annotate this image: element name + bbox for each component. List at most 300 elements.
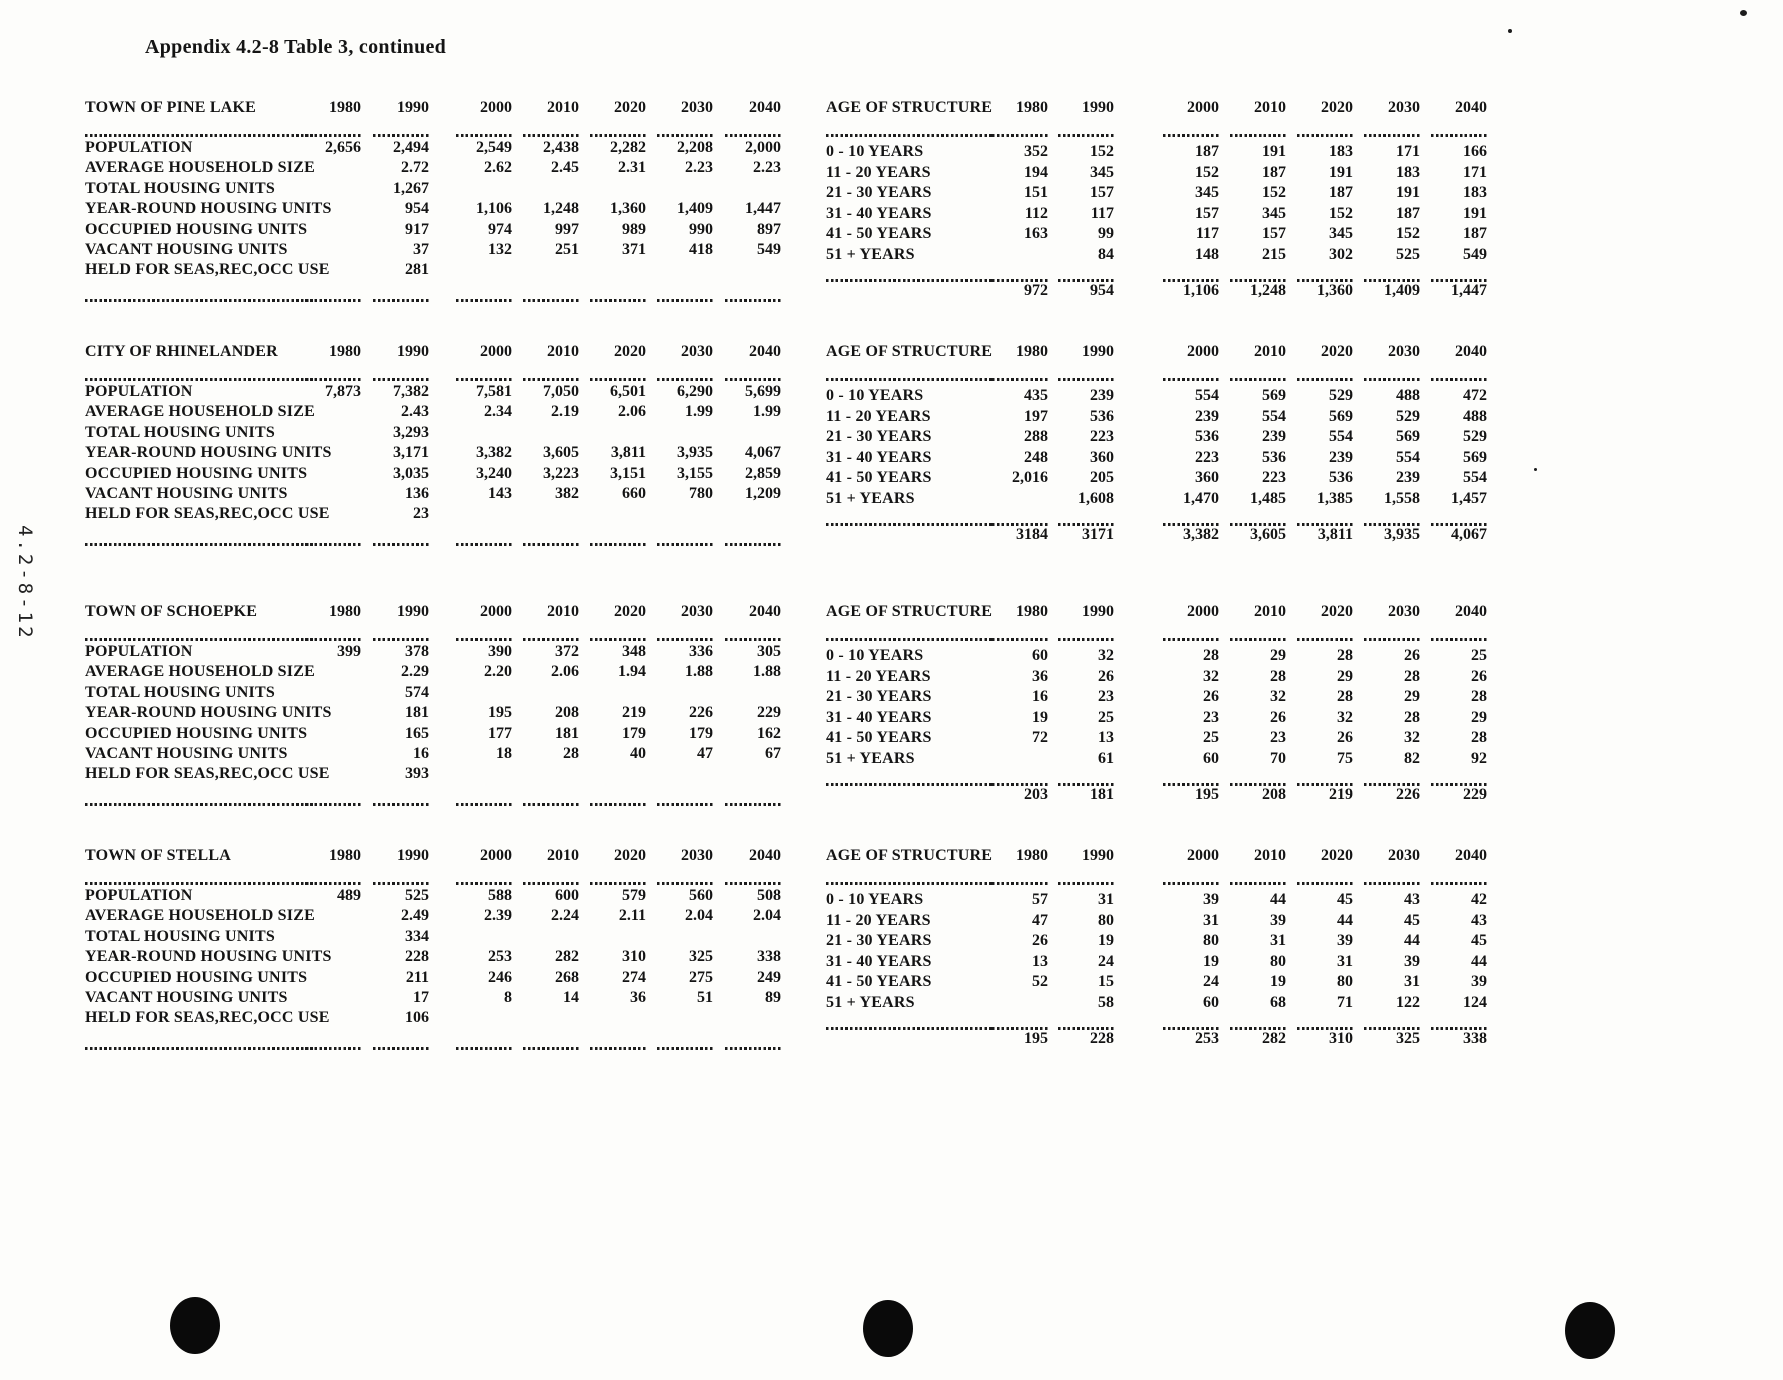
cell-value: 371 [622,241,646,258]
cell-value: 25 [1098,708,1114,726]
town-section [85,603,1487,818]
dashed-rule [373,882,429,885]
cell-value: 80 [1337,973,1353,991]
data-row [85,907,801,928]
cell-value: 26 [1203,688,1219,706]
year-header: 2040 [1455,99,1487,116]
cell-value: 80 [1270,952,1286,970]
cell-value: 181 [405,704,429,722]
row-label: TOTAL HOUSING UNITS [85,179,275,197]
cell-value: 44 [1404,932,1420,950]
dashed-rule [456,378,512,381]
row-label: VACANT HOUSING UNITS [85,745,288,762]
row-label: YEAR-ROUND HOUSING UNITS [85,704,332,722]
dashed-rule [657,638,713,641]
data-row [826,164,1487,185]
cell-value: 99 [1098,225,1114,243]
cell-value: 588 [488,887,512,904]
cell-value: 117 [1195,225,1219,243]
cell-value: 211 [405,968,429,986]
cell-value: 248 [1024,448,1048,466]
cell-value: 345 [1262,204,1286,222]
cell-value: 2.34 [484,403,512,421]
year-header: 2010 [1254,603,1286,620]
cell-value: 2.06 [551,663,579,681]
dashed-rule [657,134,713,137]
cell-value: 37 [413,241,429,258]
header-row [826,847,1487,868]
cell-value: 43 [1471,911,1487,929]
cell-value: 42 [1471,891,1487,908]
cell-value: 3,171 [393,444,429,462]
dashed-rule [590,543,646,546]
dashed-rule [373,543,429,546]
row-label: 51 + YEARS [826,246,915,263]
separator-row [85,535,801,556]
dashed-rule [523,1047,579,1050]
year-header: 2040 [1455,343,1487,360]
cell-value: 29 [1471,708,1487,726]
cell-value: 954 [405,200,429,218]
punch-hole [1565,1302,1615,1359]
data-row [85,928,801,949]
cell-value: 2,549 [476,139,512,156]
dashed-rule [826,134,994,137]
cell-value: 336 [689,643,713,660]
cell-value: 39 [1404,952,1420,970]
dashed-rule [1364,134,1420,137]
cell-value: 26 [1471,667,1487,685]
year-header: 2020 [1321,603,1353,620]
cell-value: 554 [1262,407,1286,425]
total-value: 1,248 [1250,282,1286,299]
year-header: 2030 [1388,343,1420,360]
cell-value: 2.20 [484,663,512,681]
year-header: 1990 [397,603,429,620]
cell-value: 31 [1098,891,1114,908]
dashed-rule [85,543,315,546]
cell-value: 28 [1404,708,1420,726]
cell-value: 281 [405,261,429,279]
cell-value: 6,290 [677,383,713,400]
cell-value: 554 [1463,469,1487,487]
data-row [85,969,801,990]
dashed-rule [725,803,781,806]
row-label: AVERAGE HOUSEHOLD SIZE [85,403,315,421]
dashed-rule [826,378,994,381]
year-header: 1980 [329,343,361,360]
dashed-rule [992,638,1048,641]
age-of-structure-table [826,847,1487,1062]
row-label: 51 + YEARS [826,994,915,1011]
cell-value: 208 [555,704,579,722]
cell-value: 2.11 [618,907,646,925]
data-row [826,647,1487,668]
cell-value: 7,050 [543,383,579,400]
row-label: TOTAL HOUSING UNITS [85,683,275,701]
cell-value: 338 [757,948,781,966]
cell-value: 2,016 [1012,469,1048,487]
cell-value: 525 [405,887,429,904]
punch-hole [863,1300,913,1357]
cell-value: 31 [1404,973,1420,991]
total-value: 253 [1195,1030,1219,1047]
cell-value: 288 [1024,428,1048,446]
dashed-rule [1431,134,1487,137]
dashed-rule [1058,378,1114,381]
cell-value: 1,385 [1317,490,1353,507]
dashed-rule [305,378,361,381]
row-label: 0 - 10 YEARS [826,647,924,664]
dashed-rule [85,299,315,302]
row-label: 31 - 40 YEARS [826,204,932,222]
cell-value: 4,067 [745,444,781,462]
cell-value: 39 [1337,932,1353,950]
cell-value: 780 [689,485,713,502]
row-label: 11 - 20 YEARS [826,163,931,181]
cell-value: 2.62 [484,159,512,177]
dashed-rule [523,378,579,381]
data-row [85,261,801,282]
data-row [85,485,801,506]
row-label: VACANT HOUSING UNITS [85,241,288,258]
cell-value: 136 [405,485,429,502]
cell-value: 2,494 [393,139,429,156]
cell-value: 112 [1024,204,1048,222]
scan-speck [1740,10,1747,16]
dashed-rule [523,803,579,806]
cell-value: 171 [1463,163,1487,181]
dashed-rule [725,543,781,546]
cell-value: 157 [1195,204,1219,222]
dashed-rule [523,134,579,137]
dashed-rule [992,134,1048,137]
cell-value: 163 [1024,225,1048,243]
dashed-rule [992,882,1048,885]
dashed-rule [456,543,512,546]
cell-value: 60 [1032,647,1048,664]
row-label: 41 - 50 YEARS [826,973,932,991]
cell-value: 536 [1262,448,1286,466]
cell-value: 378 [405,643,429,660]
cell-value: 28 [1270,667,1286,685]
row-label: YEAR-ROUND HOUSING UNITS [85,444,332,462]
town-section [85,847,1487,1062]
dashed-rule [1230,134,1286,137]
cell-value: 23 [1270,729,1286,747]
cell-value: 600 [555,887,579,904]
year-header: 2000 [1187,847,1219,864]
cell-value: 31 [1337,952,1353,970]
cell-value: 569 [1262,387,1286,404]
data-row [85,663,801,684]
cell-value: 92 [1471,750,1487,767]
cell-value: 223 [1262,469,1286,487]
cell-value: 181 [555,724,579,742]
cell-value: 1,409 [677,200,713,218]
age-table-title: AGE OF STRUCTURE [826,847,993,864]
cell-value: 345 [1090,163,1114,181]
cell-value: 560 [689,887,713,904]
data-row [85,221,801,242]
cell-value: 536 [1329,469,1353,487]
dashed-rule [373,1047,429,1050]
row-label: 41 - 50 YEARS [826,729,932,747]
age-of-structure-table [826,603,1487,818]
cell-value: 187 [1262,163,1286,181]
cell-value: 13 [1098,729,1114,747]
totals-row [826,526,1487,547]
header-row [85,603,801,624]
side-page-number: 4.2-8-12 [14,525,36,641]
row-label: 11 - 20 YEARS [826,911,931,929]
year-header: 2000 [480,343,512,360]
data-row [826,490,1487,511]
dashed-rule [992,378,1048,381]
total-value: 325 [1396,1030,1420,1047]
dashed-rule [305,299,361,302]
cell-value: 197 [1024,407,1048,425]
data-row [85,1009,801,1030]
data-row [85,684,801,705]
year-header: 2010 [547,847,579,864]
scan-speck [1534,468,1537,471]
data-row [826,891,1487,912]
cell-value: 223 [1090,428,1114,446]
cell-value: 2.45 [551,159,579,177]
year-header: 2020 [1321,343,1353,360]
row-label: POPULATION [85,139,193,156]
cell-value: 1.88 [753,663,781,681]
cell-value: 195 [488,704,512,722]
cell-value: 14 [563,989,579,1006]
separator-row [85,291,801,312]
row-label: HELD FOR SEAS,REC,OCC USE [85,765,330,783]
dashed-rule [523,882,579,885]
year-header: 2000 [480,603,512,620]
cell-value: 152 [1262,184,1286,202]
data-row [85,241,801,262]
cell-value: 352 [1024,143,1048,160]
town-name: TOWN OF SCHOEPKE [85,603,258,620]
data-row [85,383,801,404]
cell-value: 1,360 [610,200,646,218]
row-label: HELD FOR SEAS,REC,OCC USE [85,505,330,523]
cell-value: 19 [1032,708,1048,726]
row-label: 51 + YEARS [826,490,915,507]
cell-value: 44 [1337,911,1353,929]
data-row [85,989,801,1010]
cell-value: 268 [555,968,579,986]
dashed-rule [456,803,512,806]
cell-value: 2.19 [551,403,579,421]
data-row [85,765,801,786]
row-label: 21 - 30 YEARS [826,932,932,950]
cell-value: 274 [622,968,646,986]
cell-value: 325 [689,948,713,966]
year-header: 2040 [749,343,781,360]
header-row [826,99,1487,120]
cell-value: 157 [1090,184,1114,202]
cell-value: 28 [1404,667,1420,685]
row-label: 51 + YEARS [826,750,915,767]
cell-value: 239 [1396,469,1420,487]
year-header: 2010 [547,343,579,360]
dashed-rule [305,803,361,806]
cell-value: 239 [1090,387,1114,404]
cell-value: 187 [1195,143,1219,160]
year-header: 2030 [681,99,713,116]
cell-value: 70 [1270,750,1286,767]
dashed-rule [725,299,781,302]
cell-value: 345 [1195,184,1219,202]
data-row [85,725,801,746]
cell-value: 3,935 [677,444,713,462]
dashed-rule [523,299,579,302]
header-row [826,343,1487,364]
dashed-rule [85,638,315,641]
dashed-rule [85,378,315,381]
data-row [826,729,1487,750]
row-label: 11 - 20 YEARS [826,667,931,685]
town-section [85,343,1487,558]
cell-value: 2.31 [618,159,646,177]
scan-speck [1508,29,1512,33]
data-row [826,953,1487,974]
cell-value: 579 [622,887,646,904]
year-header: 2030 [1388,99,1420,116]
dashed-rule [373,134,429,137]
cell-value: 29 [1404,688,1420,706]
dashed-rule [305,1047,361,1050]
data-row [85,745,801,766]
total-value: 3,382 [1183,526,1219,543]
cell-value: 29 [1337,667,1353,685]
year-header: 2040 [1455,603,1487,620]
cell-value: 569 [1396,428,1420,446]
cell-value: 1,558 [1384,490,1420,507]
cell-value: 554 [1329,428,1353,446]
cell-value: 1,470 [1183,490,1219,507]
cell-value: 162 [757,724,781,742]
cell-value: 39 [1203,891,1219,908]
cell-value: 536 [1195,428,1219,446]
total-value: 4,067 [1451,526,1487,543]
cell-value: 19 [1098,932,1114,950]
cell-value: 72 [1032,729,1048,747]
cell-value: 2,859 [745,464,781,482]
cell-value: 3,155 [677,464,713,482]
dashed-rule [657,378,713,381]
cell-value: 1.99 [685,403,713,421]
age-table-title: AGE OF STRUCTURE [826,343,993,360]
dashed-rule [456,299,512,302]
dashed-rule [590,1047,646,1050]
dashed-rule [826,882,994,885]
cell-value: 7,382 [393,383,429,400]
cell-value: 2.29 [401,663,429,681]
year-header: 2020 [614,847,646,864]
cell-value: 75 [1337,750,1353,767]
year-header: 1980 [1016,99,1048,116]
cell-value: 82 [1404,750,1420,767]
cell-value: 166 [1463,143,1487,160]
data-row [826,225,1487,246]
dashed-rule [305,543,361,546]
cell-value: 974 [488,220,512,238]
cell-value: 1,106 [476,200,512,218]
row-label: 41 - 50 YEARS [826,469,932,487]
header-row [85,847,801,868]
cell-value: 179 [622,724,646,742]
row-label: AVERAGE HOUSEHOLD SIZE [85,907,315,925]
dashed-rule [826,638,994,641]
total-value: 3171 [1082,526,1114,543]
dashed-rule [1230,882,1286,885]
row-label: OCCUPIED HOUSING UNITS [85,220,308,238]
cell-value: 508 [757,887,781,904]
row-label: 0 - 10 YEARS [826,891,924,908]
dashed-rule [590,882,646,885]
cell-value: 525 [1396,246,1420,263]
row-label: AVERAGE HOUSEHOLD SIZE [85,663,315,681]
cell-value: 334 [405,927,429,945]
cell-value: 31 [1270,932,1286,950]
dashed-rule [1364,638,1420,641]
cell-value: 52 [1032,973,1048,991]
cell-value: 122 [1396,994,1420,1011]
totals-row [826,282,1487,303]
data-row [85,139,801,160]
year-header: 2030 [681,847,713,864]
cell-value: 5,699 [745,383,781,400]
total-value: 3,935 [1384,526,1420,543]
cell-value: 171 [1396,143,1420,160]
cell-value: 574 [405,683,429,701]
dashed-rule [456,1047,512,1050]
year-header: 2020 [1321,99,1353,116]
cell-value: 529 [1329,387,1353,404]
dashed-rule [590,299,646,302]
dashed-rule [305,882,361,885]
cell-value: 183 [1396,163,1420,181]
total-value: 1,360 [1317,282,1353,299]
cell-value: 3,151 [610,464,646,482]
dashed-rule [1230,378,1286,381]
dashed-rule [85,803,315,806]
dashed-rule [1058,638,1114,641]
data-row [826,449,1487,470]
dashed-rule [725,1047,781,1050]
cell-value: 2.04 [685,907,713,925]
total-value: 1,409 [1384,282,1420,299]
dashed-rule [85,1047,315,1050]
row-label: 31 - 40 YEARS [826,448,932,466]
housing-table [85,99,801,314]
dashed-rule [657,299,713,302]
dashed-rule [1163,378,1219,381]
cell-value: 15 [1098,973,1114,991]
cell-value: 2.04 [753,907,781,925]
dashed-rule [85,134,315,137]
cell-value: 32 [1203,667,1219,685]
cell-value: 45 [1471,932,1487,950]
row-label: HELD FOR SEAS,REC,OCC USE [85,261,330,279]
data-row [85,200,801,221]
row-label: OCCUPIED HOUSING UNITS [85,968,308,986]
cell-value: 51 [697,989,713,1006]
year-header: 1990 [397,343,429,360]
